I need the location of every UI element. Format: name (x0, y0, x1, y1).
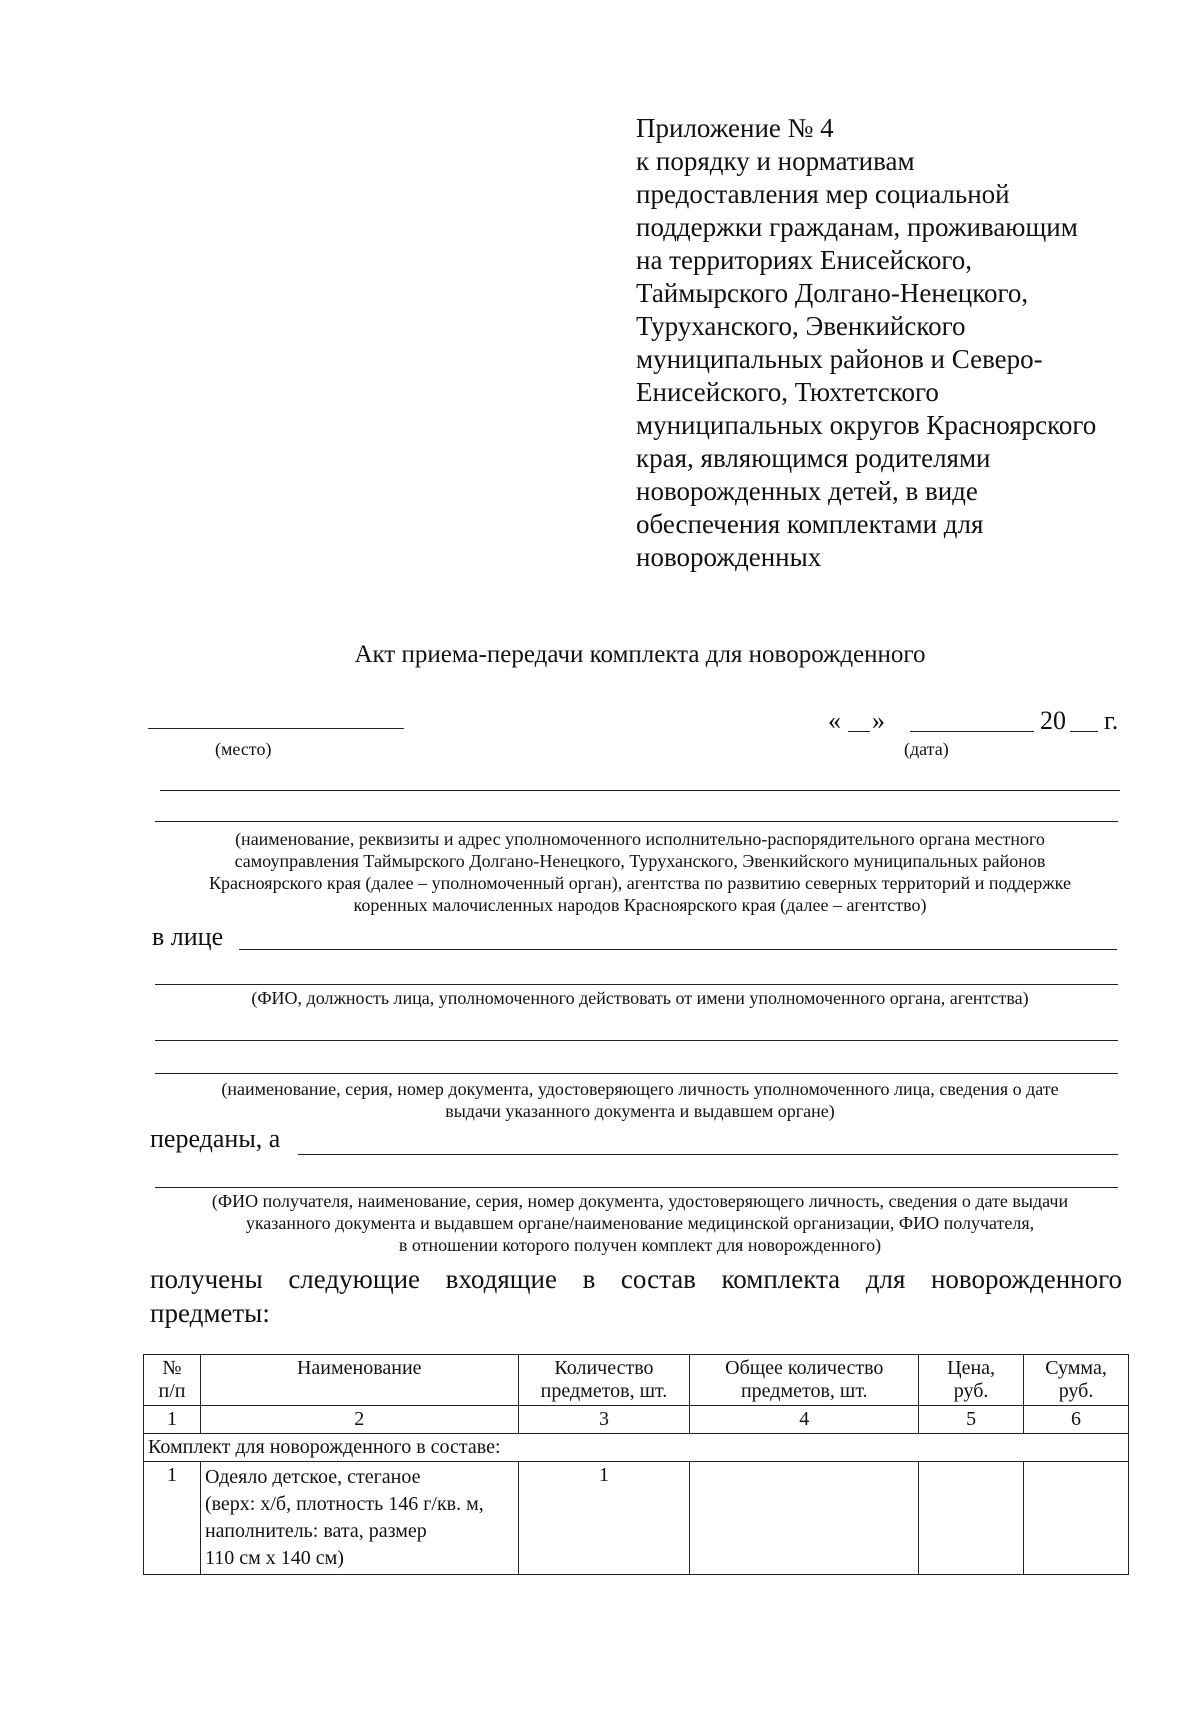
annex-line: края, являющимся родителями (636, 443, 991, 473)
annex-line: новорожденных (636, 542, 822, 572)
column-number: 5 (919, 1406, 1024, 1434)
doc-caption (140, 1078, 1140, 1122)
annex-line: к порядку и нормативам (636, 146, 915, 176)
recipient-field-line[interactable] (298, 1154, 1118, 1155)
org-caption-line: Красноярского края (далее – уполномоченный орган), агентства по развитию северных территорий и поддержке (209, 873, 1071, 893)
row-quantity: 1 (518, 1462, 690, 1575)
annex-line: поддержки гражданам, проживающим (636, 212, 1078, 242)
annex-line: муниципальных округов Красноярского (636, 410, 1097, 440)
header-sum: Сумма, руб. (1024, 1355, 1129, 1406)
annex-line: Таймырского Долгано-Ненецкого, (636, 278, 1029, 308)
annex-line: муниципальных районов и Северо- (636, 344, 1043, 374)
annex-line: Туруханского, Эвенкийского (636, 311, 966, 341)
table-row (144, 1462, 1129, 1575)
row-sum[interactable] (1024, 1462, 1129, 1575)
header-name: Наименование (200, 1355, 518, 1406)
transferred-label: переданы, а (150, 1124, 281, 1153)
received-text-line: получены следующие входящие в состав комплекта для новорожденного (150, 1264, 1122, 1294)
header-quantity: Количество предметов, шт. (518, 1355, 690, 1406)
recipient-caption-line: в отношении которого получен комплект для новорожденного) (398, 1235, 882, 1255)
column-number: 2 (200, 1406, 518, 1434)
year-prefix: 20 (1040, 706, 1066, 735)
org-caption-line: самоуправления Таймырского Долгано-Ненецкого, Туруханского, Эвенкийского муниципальных районов (234, 851, 1046, 871)
date-close-quote: » (872, 706, 885, 735)
month-field-line[interactable] (910, 731, 1034, 732)
received-text-line: предметы: (150, 1298, 270, 1328)
annex-line: на территориях Енисейского, (636, 245, 972, 275)
row-total-quantity[interactable] (690, 1462, 919, 1575)
column-number: 6 (1024, 1406, 1129, 1434)
date-caption: (дата) (904, 739, 949, 759)
year-suffix: г. (1104, 706, 1119, 735)
annex-header (636, 112, 1156, 574)
header-total-quantity: Общее количество предметов, шт. (690, 1355, 919, 1406)
year-field-line[interactable] (1070, 731, 1098, 732)
column-number: 4 (690, 1406, 919, 1434)
doc-field-line-1[interactable] (155, 1040, 1118, 1041)
org-field-line-1[interactable] (160, 790, 1120, 791)
section-row (144, 1434, 1129, 1462)
place-caption: (место) (215, 739, 272, 759)
annex-line: новорожденных детей, в виде (636, 476, 978, 506)
org-field-line-2[interactable] (155, 821, 1118, 822)
row-number: 1 (144, 1462, 201, 1575)
annex-line: обеспечения комплектами для (636, 509, 984, 539)
recipient-caption-line: (ФИО получателя, наименование, серия, номер документа, удостоверяющего личность, сведения о дате выдачи (211, 1191, 1069, 1211)
row-name-line: Одеяло детское, стеганое (204, 1466, 421, 1488)
row-price[interactable] (919, 1462, 1024, 1575)
annex-line: Енисейского, Тюхтетского (636, 377, 939, 407)
header-price: Цена, руб. (919, 1355, 1024, 1406)
table-header-row (144, 1355, 1129, 1406)
items-table (143, 1354, 1129, 1575)
column-number: 3 (518, 1406, 690, 1434)
row-name-line: 110 см х 140 см) (204, 1547, 344, 1569)
header-number: № п/п (144, 1355, 201, 1406)
in-person-label: в лице (152, 922, 224, 951)
column-number: 1 (144, 1406, 201, 1434)
section-label: Комплект для новорожденного в составе: (144, 1434, 1129, 1462)
fio-caption: (ФИО, должность лица, уполномоченного действовать от имени уполномоченного органа, агентства) (251, 988, 1029, 1008)
date-open-quote: « (828, 706, 841, 735)
recipient-caption (140, 1190, 1140, 1256)
annex-line: предоставления мер социальной (636, 179, 1010, 209)
day-field-line[interactable] (848, 731, 870, 732)
annex-line: Приложение № 4 (636, 113, 834, 143)
document-title: Акт приема-передачи комплекта для новорожденного (354, 641, 926, 668)
row-name-cell (200, 1462, 518, 1575)
doc-caption-line: (наименование, серия, номер документа, удостоверяющего личность уполномоченного лица, сведения о дате (221, 1079, 1059, 1099)
column-number-row (144, 1406, 1129, 1434)
place-field-line[interactable] (148, 728, 404, 729)
recipient-caption-line: указанного документа и выдавшем органе/наименование медицинской организации, ФИО получателя, (245, 1213, 1035, 1233)
doc-field-line-2[interactable] (155, 1073, 1118, 1074)
org-caption-line: коренных малочисленных народов Красноярского края (далее – агентство) (353, 895, 927, 915)
org-caption (140, 828, 1140, 916)
org-caption-line: (наименование, реквизиты и адрес уполномоченного исполнительно-распорядительного органа местного (235, 829, 1045, 849)
row-name-line: наполнитель: вата, размер (204, 1520, 427, 1542)
recipient-field-line-2[interactable] (155, 1187, 1118, 1188)
in-person-field-line-2[interactable] (155, 984, 1118, 985)
row-name-line: (верх: х/б, плотность 146 г/кв. м, (204, 1493, 484, 1515)
doc-caption-line: выдачи указанного документа и выдавшем органе) (445, 1101, 835, 1121)
in-person-field-line[interactable] (239, 949, 1117, 950)
received-text (150, 1262, 1122, 1330)
